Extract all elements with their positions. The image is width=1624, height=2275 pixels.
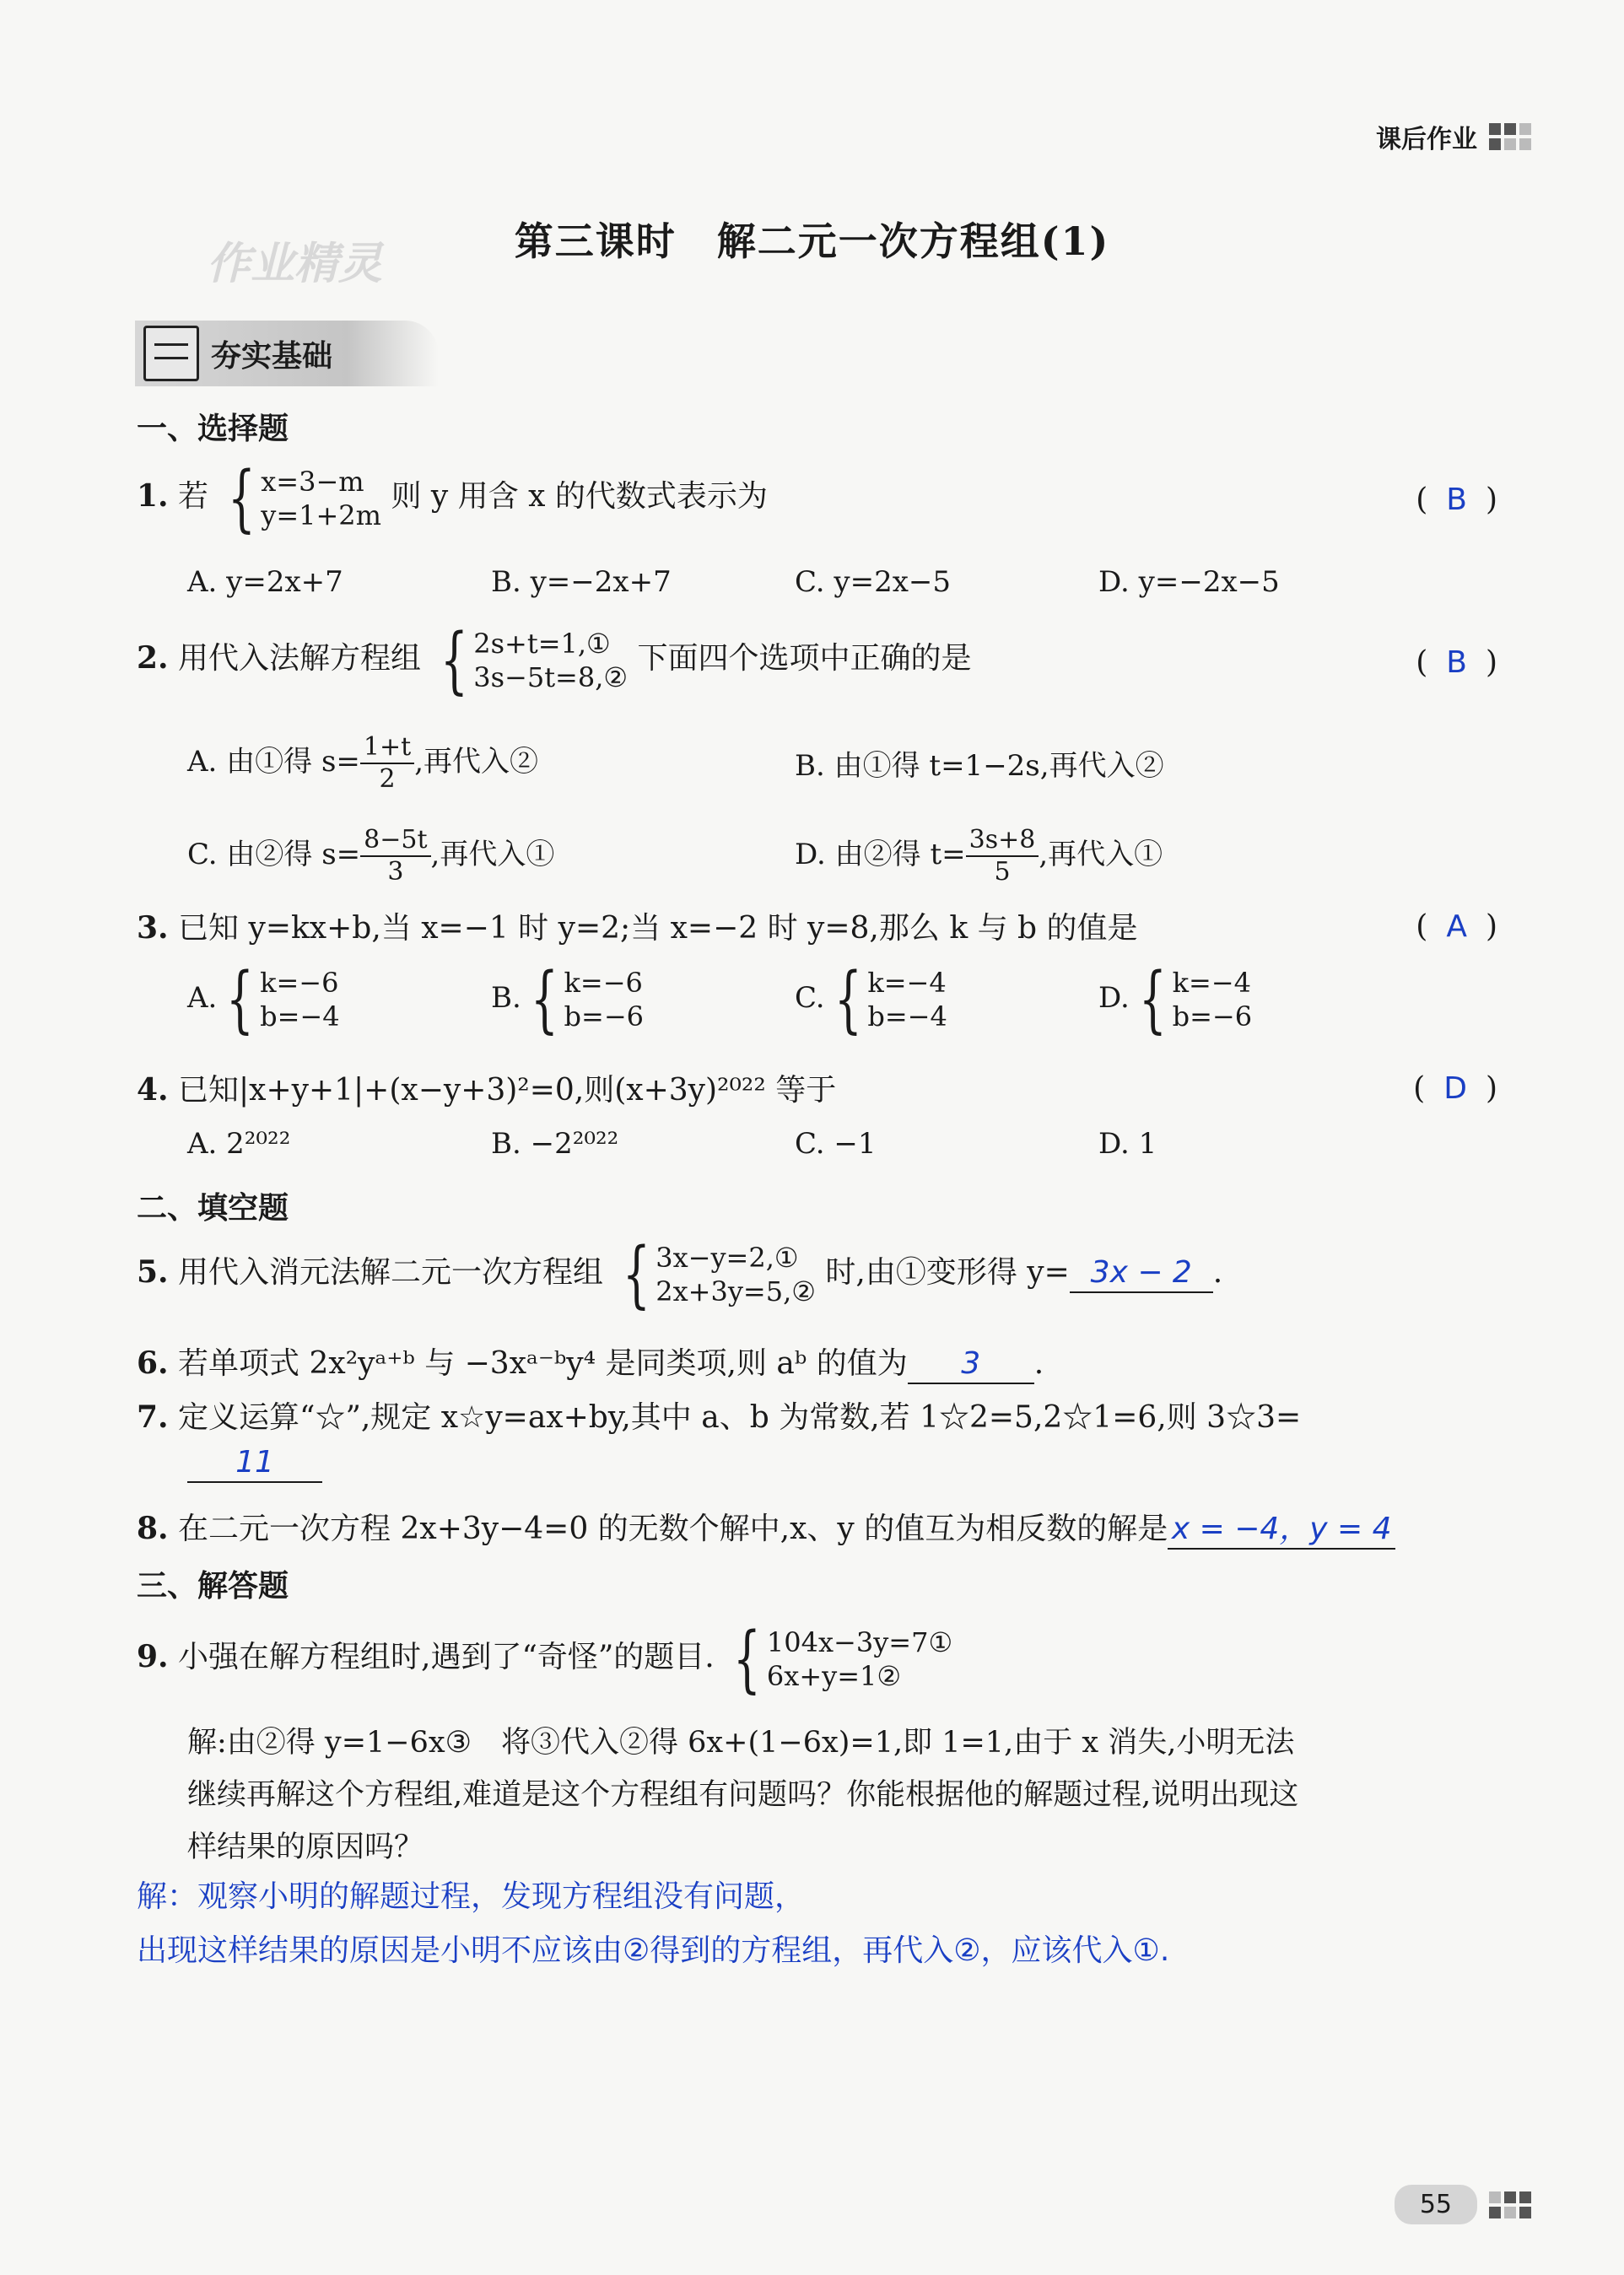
option-b: B. y=−2x+7 bbox=[491, 565, 672, 599]
question-number: 5. bbox=[137, 1254, 169, 1290]
question-number: 4. bbox=[137, 1072, 169, 1108]
option-b bbox=[491, 957, 644, 1042]
equation-line: 2s+t=1,① bbox=[473, 628, 611, 660]
page-footer bbox=[1395, 2185, 1531, 2224]
answer-bracket: ( D ) bbox=[1413, 1071, 1497, 1106]
question-number: 3. bbox=[137, 910, 169, 946]
answer-blank bbox=[1070, 1254, 1213, 1293]
filled-answer: x = −4，y = 4 bbox=[1171, 1512, 1392, 1546]
option-d: D. 1 bbox=[1098, 1127, 1157, 1161]
option-text: D. 由②得 t= bbox=[795, 838, 966, 871]
numerator: 8−5t bbox=[360, 825, 430, 857]
equation-line: 104x−3y=7① bbox=[766, 1626, 953, 1658]
header-label: 课后作业 bbox=[1376, 125, 1477, 154]
equation-line: k=−6 bbox=[564, 967, 643, 999]
equation-line: b=−6 bbox=[1172, 1000, 1253, 1032]
filled-answer: 3 bbox=[961, 1346, 981, 1381]
option-text: ,再代入① bbox=[1039, 838, 1163, 871]
equation-line: 2x+3y=5,② bbox=[656, 1275, 816, 1307]
option-d bbox=[795, 825, 1163, 887]
numerator: 3s+8 bbox=[966, 825, 1039, 857]
equation-line: k=−4 bbox=[867, 967, 947, 999]
numerator: 1+t bbox=[360, 732, 414, 764]
option-label: A. bbox=[187, 981, 218, 1015]
question-9-text-line2: 继续再解这个方程组,难道是这个方程组有问题吗？你能根据他的解题过程,说明出现这 bbox=[187, 1778, 1299, 1812]
question-3 bbox=[137, 909, 1138, 947]
question-text: 若 bbox=[178, 479, 209, 514]
denominator: 2 bbox=[379, 764, 396, 794]
banner-label: 夯实基础 bbox=[211, 338, 333, 374]
equation-line: 6x+y=1② bbox=[766, 1660, 902, 1692]
question-9-text-line1: 解:由②得 y=1−6x③ 将③代入②得 6x+(1−6x)=1,即 1=1,由于 x 消失,小明无法 bbox=[187, 1726, 1295, 1760]
question-text: 在二元一次方程 2x+3y−4=0 的无数个解中,x、y 的值互为相反数的解是 bbox=[178, 1512, 1168, 1546]
equation-line: b=−4 bbox=[867, 1000, 947, 1032]
question-text: 若单项式 2x²yᵃ⁺ᵇ 与 −3xᵃ⁻ᵇy⁴ 是同类项,则 aᵇ 的值为 bbox=[178, 1346, 908, 1381]
fraction bbox=[360, 732, 414, 795]
equation-line: b=−4 bbox=[260, 1000, 340, 1032]
question-text: 则 y 用含 x 的代数式表示为 bbox=[391, 479, 768, 514]
option-d: D. y=−2x−5 bbox=[1098, 565, 1280, 599]
denominator: 3 bbox=[387, 857, 404, 887]
fraction bbox=[360, 825, 430, 887]
question-9 bbox=[137, 1617, 953, 1701]
question-text: 用代入消元法解二元一次方程组 bbox=[178, 1255, 604, 1290]
page-number: 55 bbox=[1395, 2185, 1477, 2224]
question-text: 小强在解方程组时,遇到了“奇怪”的题目. bbox=[178, 1640, 715, 1674]
section-heading-solve: 三、解答题 bbox=[137, 1569, 289, 1604]
option-c bbox=[187, 825, 554, 887]
equation-system: { 104x−3y=7① 6x+y=1② bbox=[733, 1617, 953, 1701]
equation-system: { k=−4 b=−4 bbox=[834, 957, 947, 1042]
page-title: 第三课时 解二元一次方程组(1) bbox=[514, 218, 1110, 264]
question-number: 7. bbox=[137, 1399, 169, 1435]
answer-choice: B bbox=[1446, 482, 1467, 517]
option-text: A. 由①得 s= bbox=[187, 745, 360, 779]
answer-blank bbox=[908, 1345, 1034, 1384]
answer-blank-line bbox=[187, 1444, 322, 1483]
option-a: A. 2²⁰²² bbox=[187, 1127, 291, 1161]
question-number: 2. bbox=[137, 640, 169, 676]
grid-dots-icon bbox=[1489, 2191, 1531, 2218]
equation-line: 3x−y=2,① bbox=[656, 1242, 799, 1274]
question-4 bbox=[137, 1071, 836, 1109]
question-7 bbox=[137, 1399, 1503, 1437]
option-c: C. −1 bbox=[795, 1127, 877, 1161]
equation-system: { 2s+t=1,① 3s−5t=8,② bbox=[440, 618, 629, 703]
question-text: 下面四个选项中正确的是 bbox=[637, 641, 972, 676]
question-9-text-line3: 样结果的原因吗？ bbox=[187, 1830, 424, 1864]
option-text: ,再代入① bbox=[430, 838, 555, 871]
equation-line: x=3−m bbox=[261, 466, 364, 498]
question-number: 8. bbox=[137, 1511, 169, 1546]
option-a: A. y=2x+7 bbox=[187, 565, 343, 599]
question-number: 1. bbox=[137, 478, 169, 514]
answer-choice: D bbox=[1443, 1071, 1467, 1106]
option-b: B. 由①得 t=1−2s,再代入② bbox=[795, 749, 1164, 783]
answer-blank bbox=[1168, 1511, 1395, 1550]
equation-system: { x=3−m y=1+2m bbox=[227, 456, 381, 541]
equation-line: k=−6 bbox=[260, 967, 339, 999]
answer-choice: B bbox=[1446, 645, 1467, 680]
option-d bbox=[1098, 957, 1253, 1042]
question-5: 5. 用代入消元法解二元一次方程组 { 3x−y=2,① 2x+3y=5,② 时,由①变形得 y= 3x − 2 . bbox=[137, 1232, 1223, 1317]
equation-line: b=−6 bbox=[564, 1000, 644, 1032]
watermark-logo: 作业精灵 bbox=[207, 239, 383, 289]
option-label: B. bbox=[491, 981, 521, 1015]
question-2 bbox=[137, 618, 972, 703]
option-text: C. 由②得 s= bbox=[187, 838, 361, 871]
question-6: 6. 若单项式 2x²yᵃ⁺ᵇ 与 −3xᵃ⁻ᵇy⁴ 是同类项,则 aᵇ 的值为 3 . bbox=[137, 1345, 1044, 1384]
option-a bbox=[187, 732, 538, 795]
fraction bbox=[966, 825, 1039, 887]
question-8 bbox=[137, 1510, 1395, 1550]
section-heading-choice: 一、选择题 bbox=[137, 412, 289, 446]
question-text: 时,由①变形得 y= bbox=[825, 1255, 1070, 1290]
option-b: B. −2²⁰²² bbox=[491, 1127, 619, 1161]
equation-system: { k=−6 b=−4 bbox=[226, 957, 340, 1042]
grid-dots-icon bbox=[1489, 123, 1531, 150]
denominator: 5 bbox=[994, 857, 1011, 887]
equation-line: y=1+2m bbox=[261, 499, 381, 531]
question-1 bbox=[137, 456, 768, 541]
option-a bbox=[187, 957, 340, 1042]
question-text: 定义运算“☆”,规定 x☆y=ax+by,其中 a、b 为常数,若 1☆2=5,2☆1=6,则 3☆3= bbox=[178, 1400, 1302, 1435]
notebook-icon bbox=[143, 326, 199, 381]
equation-line: k=−4 bbox=[1172, 967, 1251, 999]
question-text: 用代入法解方程组 bbox=[178, 641, 422, 676]
solution-line1: 解：观察小明的解题过程，发现方程组没有问题， bbox=[137, 1879, 806, 1914]
option-text: ,再代入② bbox=[414, 745, 539, 779]
answer-bracket: ( B ) bbox=[1416, 482, 1497, 517]
equation-system: { 3x−y=2,① 2x+3y=5,② bbox=[622, 1232, 816, 1317]
answer-choice: A bbox=[1446, 909, 1467, 944]
equation-system: { k=−6 b=−6 bbox=[530, 957, 644, 1042]
answer-bracket: ( A ) bbox=[1416, 909, 1497, 944]
question-text: 已知|x+y+1|+(x−y+3)²=0,则(x+3y)²⁰²² 等于 bbox=[178, 1073, 837, 1108]
question-number: 6. bbox=[137, 1345, 169, 1381]
option-label: C. bbox=[795, 981, 825, 1015]
section-heading-fill: 二、填空题 bbox=[137, 1191, 289, 1226]
question-text: 已知 y=kx+b,当 x=−1 时 y=2;当 x=−2 时 y=8,那么 k 与 b 的值是 bbox=[178, 911, 1138, 946]
solution-line2: 出现这样结果的原因是小明不应该由②得到的方程组，再代入②，应该代入①. bbox=[137, 1933, 1170, 1968]
filled-answer: 3x − 2 bbox=[1090, 1255, 1192, 1290]
option-label: D. bbox=[1098, 981, 1130, 1015]
answer-bracket: ( B ) bbox=[1416, 645, 1497, 680]
section-header bbox=[1376, 118, 1531, 155]
option-c bbox=[795, 957, 947, 1042]
equation-system: { k=−4 b=−6 bbox=[1138, 957, 1253, 1042]
question-number: 9. bbox=[137, 1639, 169, 1674]
equation-line: 3s−5t=8,② bbox=[473, 661, 629, 693]
filled-answer: 11 bbox=[235, 1445, 274, 1480]
option-c: C. y=2x−5 bbox=[795, 565, 952, 599]
answer-blank bbox=[187, 1444, 322, 1483]
section-banner bbox=[135, 321, 439, 386]
